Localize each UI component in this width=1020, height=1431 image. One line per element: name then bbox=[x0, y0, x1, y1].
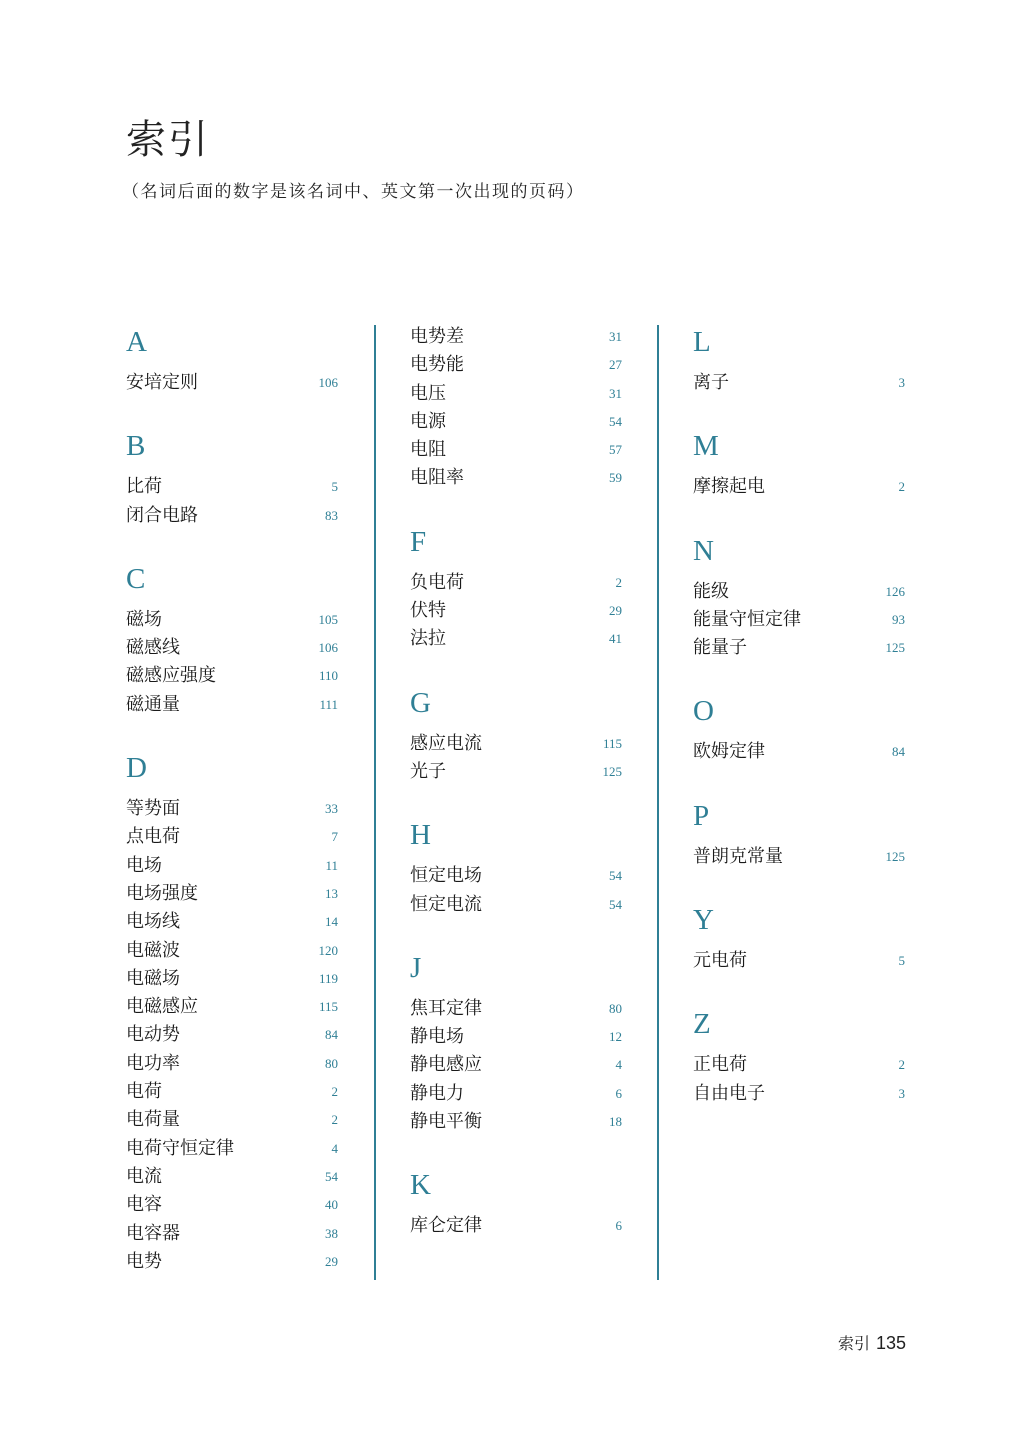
index-entry bbox=[126, 502, 338, 530]
section-letter: J bbox=[410, 951, 422, 984]
index-entry bbox=[126, 1106, 338, 1134]
index-group bbox=[693, 419, 905, 501]
entry-term: 磁感线 bbox=[126, 637, 180, 659]
entry-page-number: 119 bbox=[318, 970, 338, 986]
entry-page-number: 3 bbox=[898, 375, 905, 390]
entry-term: 法拉 bbox=[410, 628, 446, 650]
entry-term: 电流 bbox=[126, 1165, 162, 1187]
index-entry bbox=[126, 908, 338, 936]
index-entry bbox=[126, 634, 338, 662]
entry-term: 焦耳定律 bbox=[410, 997, 482, 1019]
entry-term: 自由电子 bbox=[693, 1082, 765, 1104]
index-entry bbox=[126, 369, 338, 397]
index-entry bbox=[410, 1212, 622, 1240]
entry-term: 电压 bbox=[410, 382, 446, 404]
entry-page-number: 13 bbox=[325, 885, 338, 901]
index-entry bbox=[126, 1050, 338, 1078]
entry-term: 静电感应 bbox=[410, 1054, 482, 1076]
entry-term: 伏特 bbox=[410, 600, 446, 622]
index-group bbox=[126, 419, 338, 530]
index-entry bbox=[410, 323, 622, 351]
page-footer bbox=[838, 1331, 906, 1354]
entry-term: 正电荷 bbox=[693, 1054, 747, 1076]
index-entry bbox=[126, 795, 338, 823]
index-entry bbox=[126, 691, 338, 719]
section-letter: Y bbox=[693, 904, 714, 937]
entry-page-number: 105 bbox=[318, 611, 338, 627]
index-column-2 bbox=[410, 323, 622, 1263]
entry-term: 电场强度 bbox=[126, 882, 198, 904]
index-entry bbox=[126, 852, 338, 880]
entry-term: 电荷量 bbox=[126, 1109, 180, 1131]
section-letter: F bbox=[410, 525, 427, 558]
entry-page-number: 2 bbox=[615, 574, 622, 590]
index-group bbox=[410, 323, 622, 493]
entry-term: 电阻 bbox=[410, 439, 446, 461]
index-group bbox=[693, 315, 905, 397]
index-entry bbox=[126, 473, 338, 501]
index-group bbox=[693, 893, 905, 975]
entry-page-number: 126 bbox=[885, 583, 905, 599]
index-entry bbox=[410, 891, 622, 919]
entry-term: 电磁感应 bbox=[126, 996, 198, 1018]
entry-page-number: 29 bbox=[325, 1253, 338, 1269]
entry-page-number: 41 bbox=[609, 631, 622, 647]
entry-term: 静电场 bbox=[410, 1026, 464, 1048]
index-entry bbox=[410, 1080, 622, 1108]
entry-term: 比荷 bbox=[126, 476, 162, 498]
index-entry bbox=[126, 1078, 338, 1106]
entry-page-number: 14 bbox=[325, 914, 338, 930]
entry-page-number: 115 bbox=[602, 735, 622, 751]
index-entry bbox=[126, 965, 338, 993]
entry-term: 光子 bbox=[410, 760, 446, 782]
entry-term: 离子 bbox=[693, 372, 729, 393]
entry-term: 磁通量 bbox=[126, 693, 180, 715]
entry-term: 电动势 bbox=[126, 1024, 180, 1046]
entry-page-number: 115 bbox=[318, 999, 338, 1015]
entry-page-number: 80 bbox=[609, 1000, 622, 1016]
index-entry bbox=[126, 823, 338, 851]
index-entry bbox=[693, 1080, 905, 1108]
index-entry bbox=[126, 1135, 338, 1163]
index-entry bbox=[693, 1051, 905, 1079]
entry-page-number: 120 bbox=[318, 942, 338, 958]
entry-term: 电源 bbox=[410, 410, 446, 432]
entry-term: 电势差 bbox=[410, 326, 464, 347]
index-group bbox=[693, 997, 905, 1108]
entry-term: 恒定电流 bbox=[410, 893, 482, 915]
entry-term: 电场线 bbox=[126, 911, 180, 933]
entry-page-number: 93 bbox=[892, 611, 905, 627]
index-entry bbox=[693, 369, 905, 397]
entry-page-number: 80 bbox=[325, 1055, 338, 1071]
section-letter: M bbox=[693, 430, 719, 463]
section-letter: P bbox=[693, 799, 710, 832]
entry-term: 静电平衡 bbox=[410, 1111, 482, 1133]
entry-term: 电荷守恒定律 bbox=[126, 1137, 234, 1159]
entry-page-number: 110 bbox=[318, 668, 338, 684]
page-subtitle: （名词后面的数字是该名词中、英文第一次出现的页码） bbox=[122, 182, 585, 202]
entry-page-number: 106 bbox=[318, 640, 338, 656]
entry-term: 磁感应强度 bbox=[126, 665, 216, 687]
entry-term: 电功率 bbox=[126, 1052, 180, 1074]
entry-page-number: 11 bbox=[325, 857, 338, 873]
entry-term: 普朗克常量 bbox=[693, 845, 783, 867]
page-number: 135 bbox=[875, 1333, 906, 1353]
column-divider bbox=[657, 325, 659, 1280]
entry-term: 电磁场 bbox=[126, 967, 180, 989]
index-entry bbox=[410, 730, 622, 758]
entry-term: 点电荷 bbox=[126, 826, 180, 848]
entry-term: 元电荷 bbox=[693, 950, 747, 972]
index-entry bbox=[410, 569, 622, 597]
entry-page-number: 31 bbox=[609, 329, 622, 344]
entry-term: 电容器 bbox=[126, 1222, 180, 1244]
index-group bbox=[410, 515, 622, 654]
index-group bbox=[693, 684, 905, 766]
entry-page-number: 2 bbox=[331, 1084, 338, 1100]
entry-page-number: 5 bbox=[331, 479, 338, 495]
entry-page-number: 125 bbox=[602, 763, 622, 779]
index-entry bbox=[410, 1108, 622, 1136]
entry-page-number: 125 bbox=[885, 640, 905, 656]
entry-page-number: 6 bbox=[615, 1218, 622, 1234]
index-entry bbox=[126, 662, 338, 690]
entry-term: 静电力 bbox=[410, 1082, 464, 1104]
index-entry bbox=[410, 408, 622, 436]
index-entry bbox=[410, 380, 622, 408]
entry-term: 电场 bbox=[126, 854, 162, 876]
section-letter: Z bbox=[693, 1008, 711, 1041]
entry-page-number: 4 bbox=[331, 1140, 338, 1156]
entry-term: 摩擦起电 bbox=[693, 476, 765, 498]
index-entry bbox=[410, 464, 622, 492]
entry-term: 能量子 bbox=[693, 637, 747, 659]
index-entry bbox=[126, 937, 338, 965]
index-column-3 bbox=[693, 315, 905, 1130]
section-letter: H bbox=[410, 819, 431, 852]
index-entry bbox=[410, 758, 622, 786]
entry-page-number: 54 bbox=[325, 1168, 338, 1184]
entry-page-number: 111 bbox=[319, 696, 338, 712]
index-group bbox=[410, 941, 622, 1136]
entry-term: 负电荷 bbox=[410, 571, 464, 593]
entry-term: 电势能 bbox=[410, 354, 464, 376]
entry-page-number: 2 bbox=[898, 1057, 905, 1073]
entry-term: 恒定电场 bbox=[410, 865, 482, 887]
index-group bbox=[410, 1158, 622, 1240]
entry-term: 欧姆定律 bbox=[693, 741, 765, 763]
entry-page-number: 2 bbox=[331, 1112, 338, 1128]
index-entry bbox=[126, 993, 338, 1021]
entry-term: 闭合电路 bbox=[126, 504, 198, 526]
entry-page-number: 29 bbox=[609, 603, 622, 619]
index-group bbox=[410, 676, 622, 787]
entry-page-number: 27 bbox=[609, 357, 622, 373]
entry-term: 等势面 bbox=[126, 798, 180, 820]
index-entry bbox=[126, 1163, 338, 1191]
index-entry bbox=[693, 843, 905, 871]
index-group bbox=[126, 741, 338, 1276]
entry-page-number: 6 bbox=[615, 1085, 622, 1101]
index-entry bbox=[693, 738, 905, 766]
index-entry bbox=[410, 862, 622, 890]
entry-page-number: 84 bbox=[892, 744, 905, 760]
index-entry bbox=[693, 473, 905, 501]
section-letter: B bbox=[126, 430, 146, 463]
index-entry bbox=[410, 597, 622, 625]
index-entry bbox=[693, 947, 905, 975]
entry-term: 能级 bbox=[693, 580, 729, 602]
index-group bbox=[126, 552, 338, 719]
index-group bbox=[693, 524, 905, 663]
entry-page-number: 18 bbox=[609, 1114, 622, 1130]
index-group bbox=[410, 808, 622, 919]
entry-page-number: 7 bbox=[331, 829, 338, 845]
entry-page-number: 57 bbox=[609, 442, 622, 458]
index-entry bbox=[126, 606, 338, 634]
index-entry bbox=[410, 1023, 622, 1051]
index-entry bbox=[410, 351, 622, 379]
index-entry bbox=[693, 634, 905, 662]
entry-term: 安培定则 bbox=[126, 372, 198, 393]
index-group bbox=[693, 789, 905, 871]
entry-page-number: 59 bbox=[609, 470, 622, 486]
index-entry bbox=[410, 1051, 622, 1079]
entry-term: 电容 bbox=[126, 1194, 162, 1216]
index-entry bbox=[126, 1191, 338, 1219]
entry-page-number: 54 bbox=[609, 413, 622, 429]
index-entry bbox=[410, 995, 622, 1023]
index-group bbox=[126, 315, 338, 397]
index-entry bbox=[126, 1220, 338, 1248]
entry-page-number: 84 bbox=[325, 1027, 338, 1043]
entry-term: 能量守恒定律 bbox=[693, 608, 801, 630]
entry-term: 磁场 bbox=[126, 608, 162, 630]
page-title: 索引 bbox=[126, 117, 210, 163]
entry-page-number: 2 bbox=[898, 479, 905, 495]
entry-page-number: 38 bbox=[325, 1225, 338, 1241]
entry-term: 电磁波 bbox=[126, 939, 180, 961]
entry-term: 库仑定律 bbox=[410, 1215, 482, 1237]
entry-page-number: 5 bbox=[898, 953, 905, 969]
entry-page-number: 106 bbox=[318, 375, 338, 390]
section-letter: C bbox=[126, 562, 146, 595]
footer-label: 索引 bbox=[837, 1334, 870, 1353]
index-entry bbox=[126, 1021, 338, 1049]
entry-term: 电阻率 bbox=[410, 467, 464, 489]
section-letter: A bbox=[126, 326, 147, 358]
entry-page-number: 40 bbox=[325, 1197, 338, 1213]
entry-term: 电荷 bbox=[126, 1081, 162, 1103]
entry-page-number: 54 bbox=[609, 868, 622, 884]
index-entry bbox=[410, 436, 622, 464]
index-entry bbox=[126, 880, 338, 908]
entry-page-number: 125 bbox=[885, 848, 905, 864]
entry-page-number: 4 bbox=[615, 1057, 622, 1073]
entry-page-number: 3 bbox=[898, 1085, 905, 1101]
index-entry bbox=[126, 1248, 338, 1276]
entry-term: 感应电流 bbox=[410, 732, 482, 754]
section-letter: G bbox=[410, 686, 431, 719]
index-entry bbox=[693, 578, 905, 606]
entry-page-number: 54 bbox=[609, 896, 622, 912]
index-column-1 bbox=[126, 315, 338, 1298]
section-letter: D bbox=[126, 752, 147, 785]
entry-page-number: 33 bbox=[325, 801, 338, 817]
section-letter: K bbox=[410, 1169, 431, 1202]
index-entry bbox=[693, 606, 905, 634]
entry-term: 电势 bbox=[126, 1250, 162, 1272]
section-letter: N bbox=[693, 534, 714, 567]
entry-page-number: 83 bbox=[325, 507, 338, 523]
column-divider bbox=[374, 325, 376, 1280]
entry-page-number: 31 bbox=[609, 385, 622, 401]
section-letter: L bbox=[693, 326, 711, 358]
section-letter: O bbox=[693, 695, 714, 728]
index-entry bbox=[410, 625, 622, 653]
entry-page-number: 12 bbox=[609, 1029, 622, 1045]
